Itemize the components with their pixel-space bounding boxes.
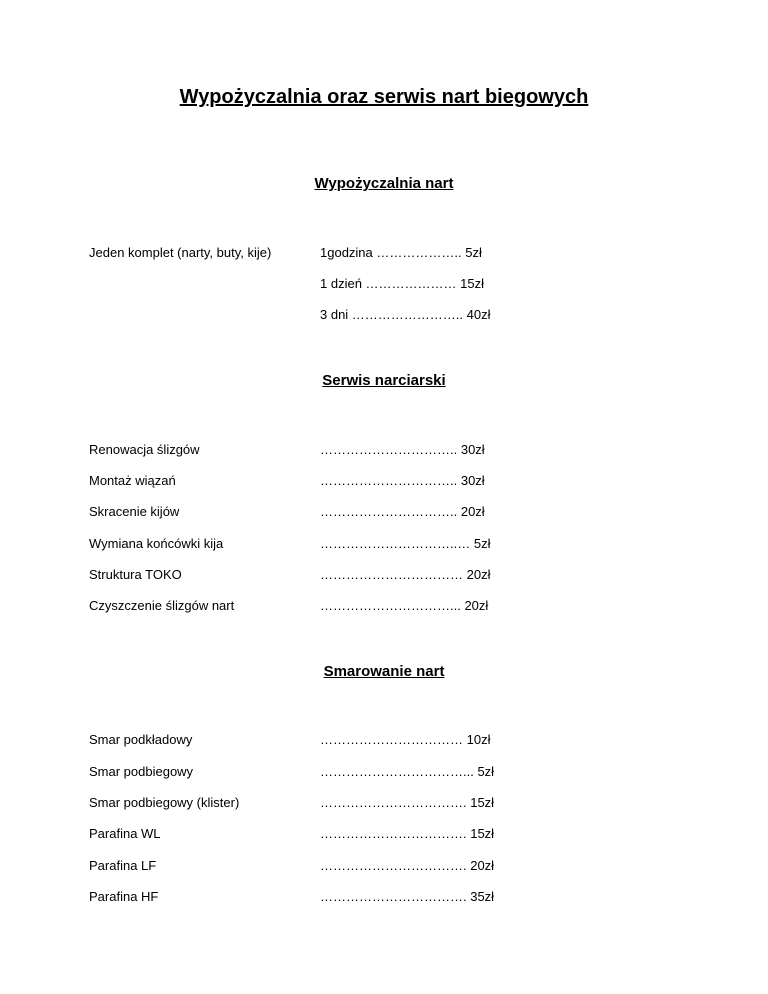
service-item-label: Struktura TOKO [89,567,182,582]
service-item-price: ………………………….. 30zł [320,473,485,488]
waxing-item-price: …………………………… 10zł [320,732,491,747]
service-item-label: Wymiana końcówki kija [89,536,224,551]
waxing-item-label: Parafina HF [89,889,159,904]
rental-item-label: Jeden komplet (narty, buty, kije) [89,245,272,260]
service-section-heading: Serwis narciarski [322,372,446,389]
service-item-label: Czyszczenie ślizgów nart [89,598,235,613]
waxing-item-price: ……………………………. 35zł [320,889,495,904]
waxing-item-label: Smar podbiegowy [89,764,194,779]
waxing-item-label: Smar podbiegowy (klister) [89,795,240,810]
service-item-price: …………………………… 20zł [320,567,491,582]
waxing-item-label: Smar podkładowy [89,732,193,747]
rental-price-3days: 3 dni …………………….. 40zł [320,307,491,322]
waxing-item-price: ……………………………. 15zł [320,826,495,841]
service-item-price: …………………………... 20zł [320,598,489,613]
service-item-price: ………………………….. 30zł [320,442,485,457]
waxing-section-heading: Smarowanie nart [323,663,445,680]
service-item-price: ………………………….. 20zł [320,504,485,519]
waxing-item-price: ……………………………. 20zł [320,858,495,873]
page-title: Wypożyczalnia oraz serwis nart biegowych [179,86,589,108]
service-item-label: Renowacja ślizgów [89,442,200,457]
waxing-item-label: Parafina WL [89,826,161,841]
service-item-label: Skracenie kijów [89,504,180,519]
rental-price-day: 1 dzień ………………… 15zł [320,276,484,291]
waxing-item-label: Parafina LF [89,858,157,873]
rental-price-hour: 1godzina ……………….. 5zł [320,245,482,260]
service-item-price: …………………………..… 5zł [320,536,491,551]
service-item-label: Montaż wiązań [89,473,176,488]
rental-section-heading: Wypożyczalnia nart [314,175,454,192]
waxing-item-price: ……………………………... 5zł [320,764,495,779]
waxing-item-price: ……………………………. 15zł [320,795,495,810]
